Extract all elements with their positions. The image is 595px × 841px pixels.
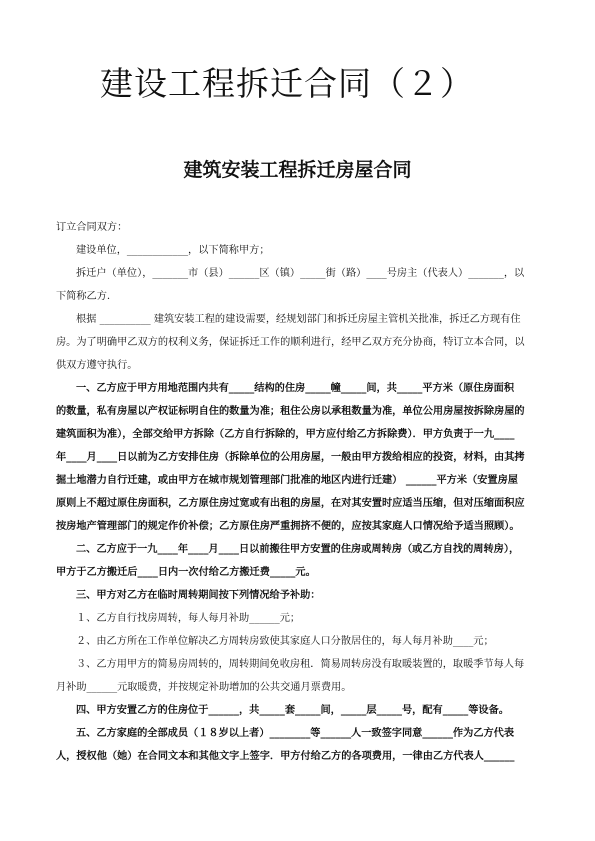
text-line: 拆迁户（单位），_______市（县）______区（镇）_____街（路）____号房主（代表人）_______，以	[76, 268, 525, 279]
text-line: 三、甲方对乙方在临时周转期间按下列情况给予补助：	[76, 589, 321, 601]
paragraph	[56, 630, 544, 653]
text-line: 的数量，私有房屋以产权证标明自住的数量为准；租住公房以承租数量为准，单位公用房屋按拆除房屋的	[56, 405, 525, 417]
text-line: 甲方于乙方搬迁后____日内一次付给乙方搬迁费_____元。	[56, 566, 316, 578]
text-line: 月补助______元取暖费，并按规定补助增加的公共交通月票费用。	[56, 682, 352, 693]
paragraph	[56, 538, 544, 584]
text-line: ３、乙方用甲方的简易房周转的，周转期间免收房租．简易周转房没有取暖装置的，取暖季节每人每	[76, 659, 525, 670]
text-line: 四、甲方安置乙方的住房位于______，共_____套_____间，_____层_____号，配有_____等设备。	[76, 704, 509, 716]
document-body	[56, 216, 544, 768]
paragraph	[56, 262, 544, 308]
text-line: 下简称乙方.	[56, 291, 111, 302]
text-line: 订立合同双方：	[56, 222, 128, 233]
paragraph	[56, 239, 544, 262]
paragraph	[56, 584, 544, 607]
text-line: 二、乙方应于一九____年____月____日以前搬往甲方安置的住房或周转房（或乙方自找的周转房），	[76, 543, 520, 555]
text-line: 五、乙方家庭的全部成员（１８岁以上者）________等______人一致签字同意______作为乙方代表	[76, 727, 515, 739]
text-line: ２、由乙方所在工作单位解决乙方周转房致使其家庭人口分散居住的，每人每月补助____元；	[76, 636, 494, 647]
text-line: １、乙方自行找房周转，每人每月补助______元；	[76, 613, 301, 624]
text-line: 人，授权他（她）在合同文本和其他文字上签字．甲方付给乙方的各项费用，一律由乙方代表人______	[56, 750, 515, 762]
text-line: 年____月____日以前为乙方安排住房（拆除单位的公用房屋，一般由甲方拨给相应的投资，材料，由其拷	[56, 451, 525, 463]
paragraph	[56, 699, 544, 722]
text-line: 建筑面积为准），全部交给甲方拆除（乙方自行拆除的，甲方应付给乙方拆除费）．甲方负责于一九____	[56, 428, 515, 440]
paragraph	[56, 308, 544, 377]
paragraph	[56, 653, 544, 699]
text-line: 供双方遵守执行。	[56, 360, 138, 371]
text-line: 房。为了明确甲乙双方的权利义务，保证拆迁工作的顺利进行，经甲乙双方充分协商，特订立本合同，以	[56, 337, 525, 348]
paragraph	[56, 722, 544, 768]
paragraph	[56, 216, 544, 239]
paragraph	[56, 607, 544, 630]
text-line: 根据 __________ 建筑安装工程的建设需要，经规划部门和拆迁房屋主管机关批准，拆迁乙方现有住	[76, 314, 521, 325]
text-line: 一、乙方应于甲方用地范围内共有_____结构的住房_____幢_____间，共_____平方米（原住房面积	[76, 382, 515, 394]
document-subtitle: 建筑安装工程拆迁房屋合同	[183, 159, 412, 181]
text-line: 掘土地潜力自行迁建，或由甲方在城市规划管理部门批准的地区内进行迁建） ______平方米（安置房屋	[56, 474, 518, 486]
document-title: 建设工程拆迁合同（２）	[100, 64, 474, 103]
text-line: 原则上不超过原住房面积，乙方原住房过宽或有出租的房屋，在对其安置时应适当压缩，但对压缩面积应	[56, 497, 525, 509]
paragraph	[56, 377, 544, 538]
text-line: 按房地产管理部门的规定作价补偿；乙方原住房严重拥挤不便的，应按其家庭人口情况给予适当照顾）。	[56, 520, 520, 532]
text-line: 建设单位，____________，以下简称甲方；	[76, 245, 270, 256]
